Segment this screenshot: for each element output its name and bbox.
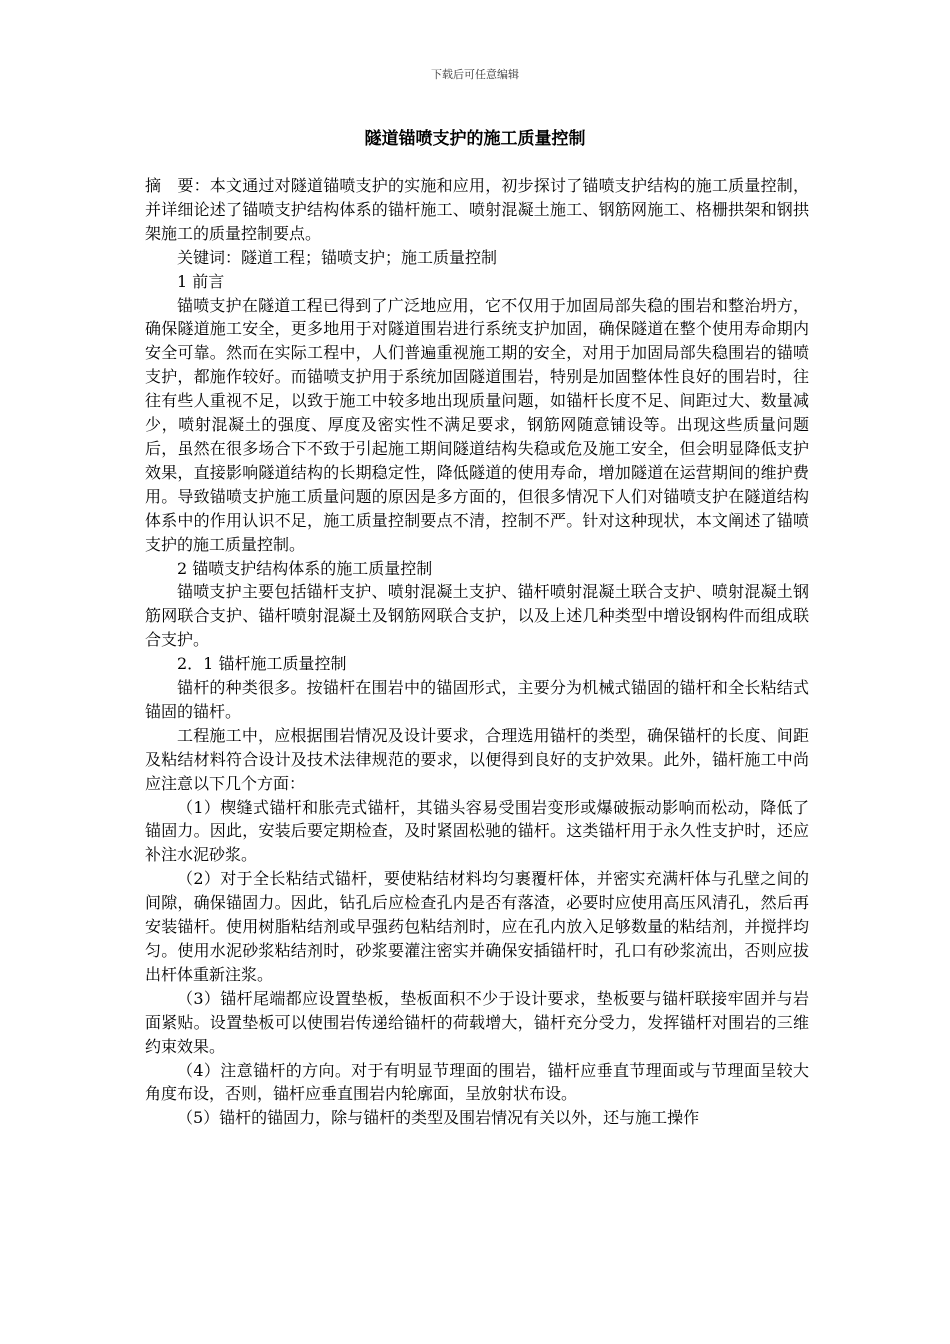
- paragraph: 锚喷支护主要包括锚杆支护、喷射混凝土支护、锚杆喷射混凝土联合支护、喷射混凝土钢筋网联合支护、锚杆喷射混凝土及钢筋网联合支护，以及上述几种类型中增设钢构件而组成联合支护。: [145, 582, 809, 650]
- paragraph: （5）锚杆的锚固力，除与锚杆的类型及围岩情况有关以外，还与施工操作: [177, 1108, 700, 1128]
- paragraph: 关键词：隧道工程；锚喷支护；施工质量控制: [177, 247, 498, 267]
- paragraph: 锚杆的种类很多。按锚杆在围岩中的锚固形式，主要分为机械式锚固的锚杆和全长粘结式锚固的锚杆。: [145, 678, 809, 721]
- header-note: 下载后可任意编辑: [431, 68, 519, 81]
- paragraph: （4）注意锚杆的方向。对于有明显节理面的围岩，锚杆应垂直节理面或与节理面呈较大角度布设，否则，锚杆应垂直围岩内轮廓面，呈放射状布设。: [145, 1060, 809, 1104]
- document-body: [145, 174, 809, 1130]
- paragraph: 2．1 锚杆施工质量控制: [177, 654, 347, 674]
- paragraph: 工程施工中，应根据围岩情况及设计要求，合理选用锚杆的类型，确保锚杆的长度、间距及粘结材料符合设计及技术法律规范的要求，以便得到良好的支护效果。此外，锚杆施工中尚应注意以下几个方面：: [145, 725, 809, 793]
- paragraph: （1）楔缝式锚杆和胀壳式锚杆，其锚头容易受围岩变形或爆破振动影响而松动，降低了锚固力。因此，安装后要定期检查，及时紧固松驰的锚杆。这类锚杆用于永久性支护时，还应补注水泥砂浆。: [145, 797, 809, 865]
- paragraph: 摘 要：本文通过对隧道锚喷支护的实施和应用，初步探讨了锚喷支护结构的施工质量控制，并详细论述了锚喷支护结构体系的锚杆施工、喷射混凝土施工、钢筋网施工、格栅拱架和钢拱架施工的质量控制要点。: [145, 176, 809, 243]
- paragraph: 2 锚喷支护结构体系的施工质量控制: [177, 558, 433, 578]
- paragraph: （3）锚杆尾端都应设置垫板，垫板面积不少于设计要求，垫板要与锚杆联接牢固并与岩面紧贴。设置垫板可以使围岩传递给锚杆的荷载增大，锚杆充分受力，发挥锚杆对围岩的三维约束效果。: [145, 988, 809, 1056]
- paragraph: 1 前言: [177, 271, 225, 291]
- paragraph: 锚喷支护在隧道工程已得到了广泛地应用，它不仅用于加固局部失稳的围岩和整治坍方，确保隧道施工安全，更多地用于对隧道围岩进行系统支护加固，确保隧道在整个使用寿命期内安全可靠。然而在实际工程中，人们普遍重视施工期的安全，对用于加固局部失稳围岩的锚喷支护，都施作较好。而锚喷支护用于系统加固隧道围岩，特别是加固整体性良好的围岩时，往往有些人重视不足，以致于施工中较多地出现质量问题，如锚杆长度不足、间距过大、数量减少，喷射混凝土的强度、厚度及密实性不满足要求，钢筋网随意铺设等。出现这些质量问题后，虽然在很多场合下不致于引起施工期间隧道结构失稳或危及施工安全，但会明显降低支护效果，直接影响隧道结构的长期稳定性，降低隧道的使用寿命，增加隧道在运营期间的维护费用。导致锚喷支护施工质量问题的原因是多方面的，但很多情况下人们对锚喷支护在隧道结构体系中的作用认识不足，施工质量控制要点不清，控制不严。针对这种现状，本文阐述了锚喷支护的施工质量控制。: [145, 295, 809, 554]
- paragraph: （2）对于全长粘结式锚杆，要使粘结材料均匀裹覆杆体，并密实充满杆体与孔壁之间的间隙，确保锚固力。因此，钻孔后应检查孔内是否有落渣，必要时应使用高压风清孔，然后再安装锚杆。使用树脂粘结剂或早强药包粘结剂时，应在孔内放入足够数量的粘结剂，并搅拌均匀。使用水泥砂浆粘结剂时，砂浆要灌注密实并确保安插锚杆时，孔口有砂浆流出，否则应拔出杆体重新注浆。: [145, 869, 809, 984]
- document-title: 隧道锚喷支护的施工质量控制: [364, 129, 586, 149]
